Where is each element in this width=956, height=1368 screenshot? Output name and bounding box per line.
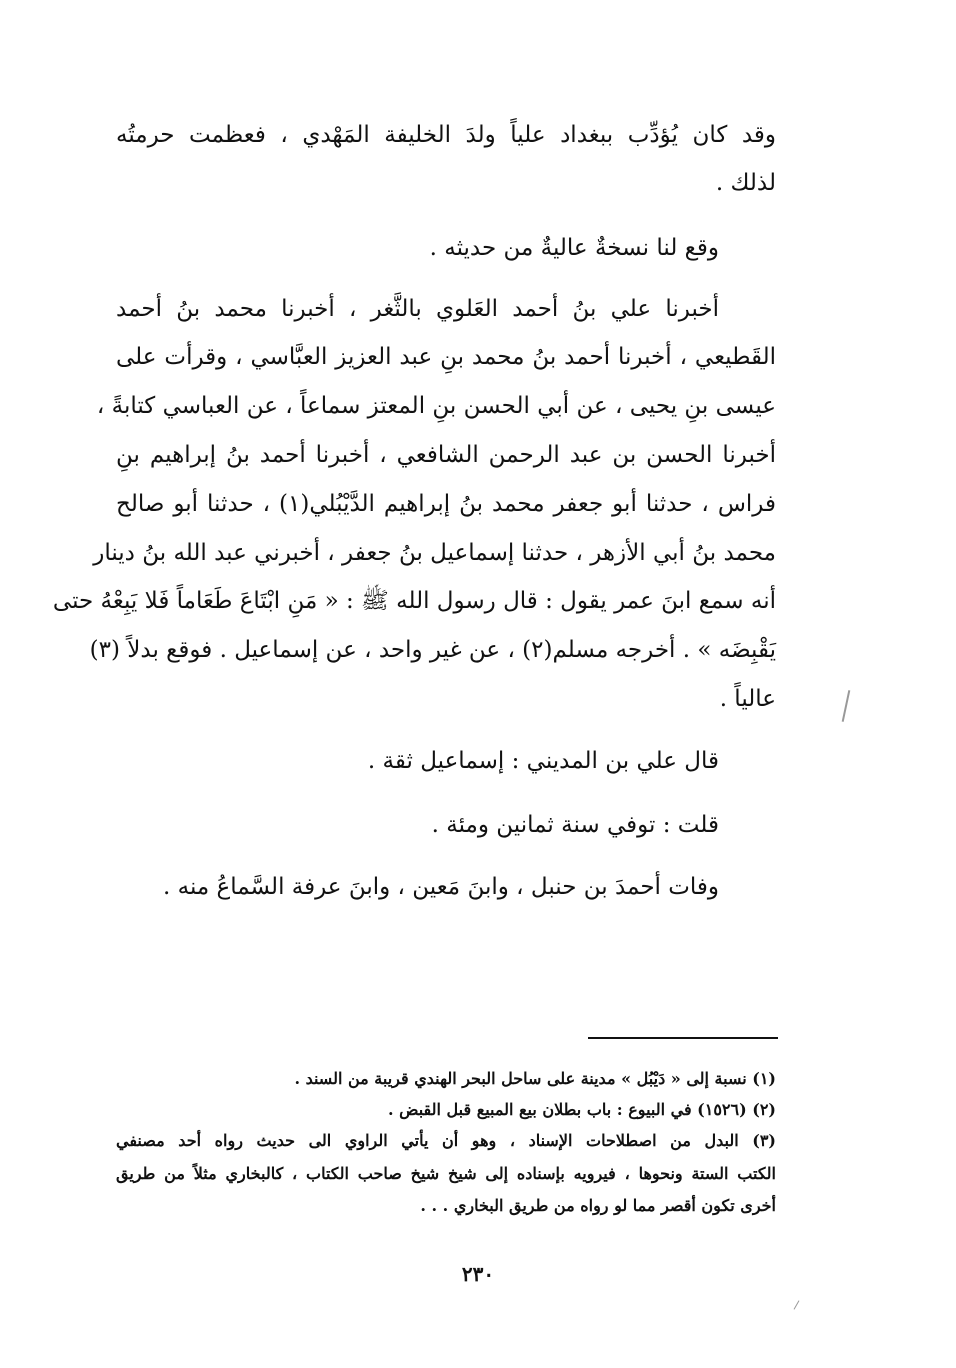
margin-mark [842,690,851,722]
footnote-line: (٣) البدل من اصطلاحات الإسناد ، وهو أن يأتي الراوي الى حديث رواه أحد مصنفي [116,1131,776,1150]
body-line: وقد كان يُؤدِّب ببغداد علياً ولدَ الخليفة المَهْدي ، فعظمت حرمتُه [116,122,776,148]
scan-speck [794,1300,800,1309]
body-line: لذلك . [715,170,776,196]
body-line: عالياً . [719,686,776,712]
body-line: عيسى بنِ يحيى ، عن أبي الحسن بنِ المعتز سماعاً ، عن العباسي كتابةً ، [96,393,776,419]
body-line: يَقْبِضَه » . أخرجه مسلم(٢) ، عن غير واحد ، عن إسماعيل . فوقع بدلاً (٣) [89,637,776,663]
footnote-line: الكتب الستة ونحوها ، فيرويه بإسناده إلى شيخ شيخ صاحب الكتاب ، كالبخاري مثلاً من طريق [116,1164,776,1183]
body-line: فراس ، حدثنا أبو جعفر محمد بنُ إبراهيم الدَّيْبُلي(١) ، حدثنا أبو صالح [116,491,776,517]
page-number: ٢٣٠ [461,1262,495,1286]
body-line: قلت : توفي سنة ثمانين ومئة . [431,812,719,838]
footnote-line: (١) نسبة إلى « دَيْبُل » مدينة على ساحل البحر الهندي قريبة من السند . [294,1069,776,1088]
body-line: قال علي بن المديني : إسماعيل ثقة . [367,748,719,774]
body-line: أخبرنا الحسن بن عبد الرحمن الشافعي ، أخبرنا أحمد بنُ إبراهيم بنِ [116,442,776,468]
body-line: القَطيعي ، أخبرنا أحمد بنُ محمد بنِ عبد العزيز العبَّاسي ، وقرأت على [116,344,776,370]
footnote-line: أخرى تكون أقصر مما لو رواه من طريق البخاري . . . [420,1196,776,1215]
footnote-line: (٢) (١٥٢٦) في البيوع : باب بطلان بيع المبيع قبل القبض . [387,1100,776,1119]
body-line: أخبرنا علي بنُ أحمد العَلوي بالثَّغر ، أخبرنا محمد بنُ أحمد [116,296,719,322]
body-line: محمد بنُ أبي الأزهر ، حدثنا إسماعيل بنُ جعفر ، أخبرني عبد الله بنُ دينار [93,540,776,566]
body-line: وفات أحمدَ بن حنبل ، وابنَ مَعين ، وابنَ عرفة السَّماعُ منه . [162,874,719,900]
body-line: أنه سمع ابنَ عمر يقول : قال رسول الله ﷺ : « مَنِ ابْتَاعَ طَعَاماً فَلا يَبِعْهُ حتى [52,588,776,614]
footnote-separator [588,1037,778,1039]
body-line: وقع لنا نسخةٌ عاليةٌ من حديثه . [429,235,719,261]
